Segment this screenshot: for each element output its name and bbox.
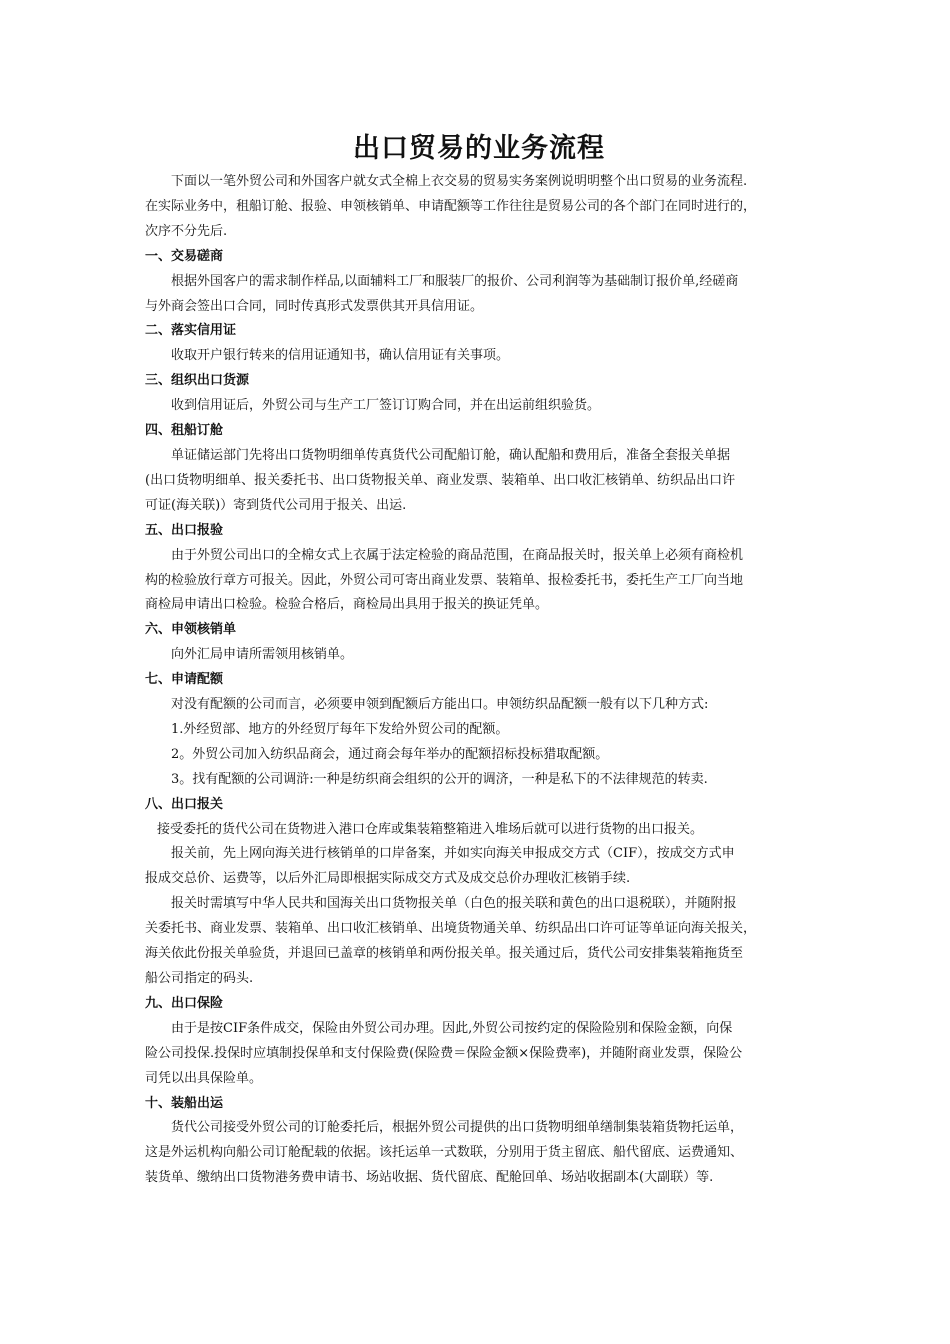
paragraph-line: 司凭以出具保险单。 (145, 1070, 263, 1086)
paragraph-line: 向外汇局申请所需领用核销单。 (171, 647, 354, 663)
paragraph-line: 单证储运部门先将出口货物明细单传真货代公司配船订舱，确认配船和费用后，准备全套报关单据 (171, 447, 731, 463)
paragraph-line: 2。外贸公司加入纺织品商会，通过商会每年举办的配额招标投标猎取配额。 (171, 746, 609, 762)
section-paragraph (145, 892, 813, 992)
section-paragraph (145, 718, 813, 743)
section-heading: 十、装船出运 (145, 1095, 224, 1111)
section-heading: 四、租船订舱 (145, 423, 224, 439)
paragraph-line: 对没有配额的公司而言，必须要申领到配额后方能出口。申领纺织品配额一般有以下几种方式: (171, 697, 709, 713)
paragraph-line: 由于外贸公司出口的全棉女式上衣属于法定检验的商品范围，在商品报关时，报关单上必须有商检机 (171, 547, 744, 563)
document-title: 出口贸易的业务流程 (353, 133, 605, 164)
intro-line: 在实际业务中，租船订舱、报验、申领核销单、申请配额等工作往往是贸易公司的各个部门在同时进行的， (145, 198, 757, 214)
paragraph-line: 关委托书、商业发票、装箱单、出口收汇核销单、出境货物通关单、纺织品出口许可证等单证向海关报关， (145, 921, 757, 937)
paragraph-line: 构的检验放行章方可报关。因此，外贸公司可寄出商业发票、装箱单、报检委托书，委托生产工厂向当地 (145, 572, 744, 588)
paragraph-line: 货代公司接受外贸公司的订舱委托后，根据外贸公司提供的出口货物明细单缮制集装箱货物托运单， (171, 1120, 744, 1136)
paragraph-line: 由于是按CIF条件成交，保险由外贸公司办理。因此,外贸公司按约定的保险险别和保险金额，向保 (171, 1020, 733, 1036)
document-body (145, 128, 813, 1191)
paragraph-line: 收到信用证后，外贸公司与生产工厂签订订购合同，并在出运前组织验货。 (171, 398, 601, 414)
section-paragraph (145, 643, 813, 668)
section-paragraph (145, 444, 813, 519)
section-paragraph (145, 1017, 813, 1092)
intro-paragraph (145, 170, 813, 245)
paragraph-line: 可证(海关联)）寄到货代公司用于报关、出运. (145, 497, 407, 513)
paragraph-line: 根据外国客户的需求制作样品,以面辅料工厂和服装厂的报价、公司利润等为基础制订报价单,经磋商 (171, 273, 739, 289)
section-paragraph (145, 544, 813, 619)
section-heading: 五、出口报验 (145, 522, 224, 538)
paragraph-line: 报关时需填写中华人民共和国海关出口货物报关单（白色的报关联和黄色的出口退税联），并随附报 (171, 896, 737, 912)
paragraph-line: 这是外运机构向船公司订舱配载的依据。该托运单一式数联，分别用于货主留底、船代留底、运费通知、 (145, 1145, 744, 1161)
section-paragraph (145, 270, 813, 320)
sections-container (145, 245, 813, 1191)
paragraph-line: 船公司指定的码头. (145, 971, 254, 986)
paragraph-line: 商检局申请出口检验。检验合格后，商检局出具用于报关的换证凭单。 (145, 597, 549, 613)
section-heading: 二、落实信用证 (145, 323, 237, 339)
section-paragraph (145, 344, 813, 369)
section-heading: 七、申请配额 (145, 672, 224, 688)
paragraph-line: 1.外经贸部、地方的外经贸厅每年下发给外贸公司的配额。 (171, 721, 509, 737)
section-paragraph (145, 743, 813, 768)
paragraph-line: 装货单、缴纳出口货物港务费申请书、场站收据、货代留底、配舱回单、场站收据副本(大副联）等. (145, 1170, 714, 1186)
section-heading: 三、组织出口货源 (145, 373, 250, 389)
paragraph-line: 险公司投保.投保时应填制投保单和支付保险费(保险费＝保险金额×保险费率)，并随附商业发票，保险公 (145, 1045, 743, 1061)
paragraph-line: 报成交总价、运费等，以后外汇局即根据实际成交方式及成交总价办理收汇核销手续. (145, 871, 631, 887)
section-heading: 一、交易磋商 (145, 248, 224, 264)
section-heading: 八、出口报关 (145, 796, 224, 812)
section-paragraph (145, 842, 813, 892)
paragraph-line: 与外商会签出口合同，同时传真形式发票供其开具信用证。 (145, 298, 484, 314)
section-paragraph (145, 394, 813, 419)
paragraph-line: 海关依此份报关单验货，并退回已盖章的核销单和两份报关单。报关通过后，货代公司安排集装箱拖货至 (145, 946, 744, 962)
section-heading: 六、申领核销单 (145, 622, 237, 638)
section-paragraph (145, 693, 813, 718)
section-paragraph (145, 818, 813, 843)
intro-line: 次序不分先后. (145, 223, 228, 239)
section-paragraph (145, 1116, 813, 1191)
paragraph-line: 收取开户银行转来的信用证通知书，确认信用证有关事项。 (171, 348, 510, 364)
paragraph-line: 报关前，先上网向海关进行核销单的口岸备案，并如实向海关申报成交方式（CIF），按成交方式申 (171, 846, 735, 862)
paragraph-line: (出口货物明细单、报关委托书、出口货物报关单、商业发票、装箱单、出口收汇核销单、纺织品出口许 (145, 472, 736, 488)
section-paragraph (145, 768, 813, 793)
intro-line: 下面以一笔外贸公司和外国客户就女式全棉上衣交易的贸易实务案例说明明整个出口贸易的业务流程. (171, 174, 748, 189)
paragraph-line: 3。找有配额的公司调浒:一种是纺织商会组织的公开的调济，一种是私下的不法律规范的转卖. (171, 771, 708, 787)
paragraph-line: 接受委托的货代公司在货物进入港口仓库或集装箱整箱进入堆场后就可以进行货物的出口报关。 (157, 821, 704, 837)
section-heading: 九、出口保险 (145, 995, 224, 1011)
